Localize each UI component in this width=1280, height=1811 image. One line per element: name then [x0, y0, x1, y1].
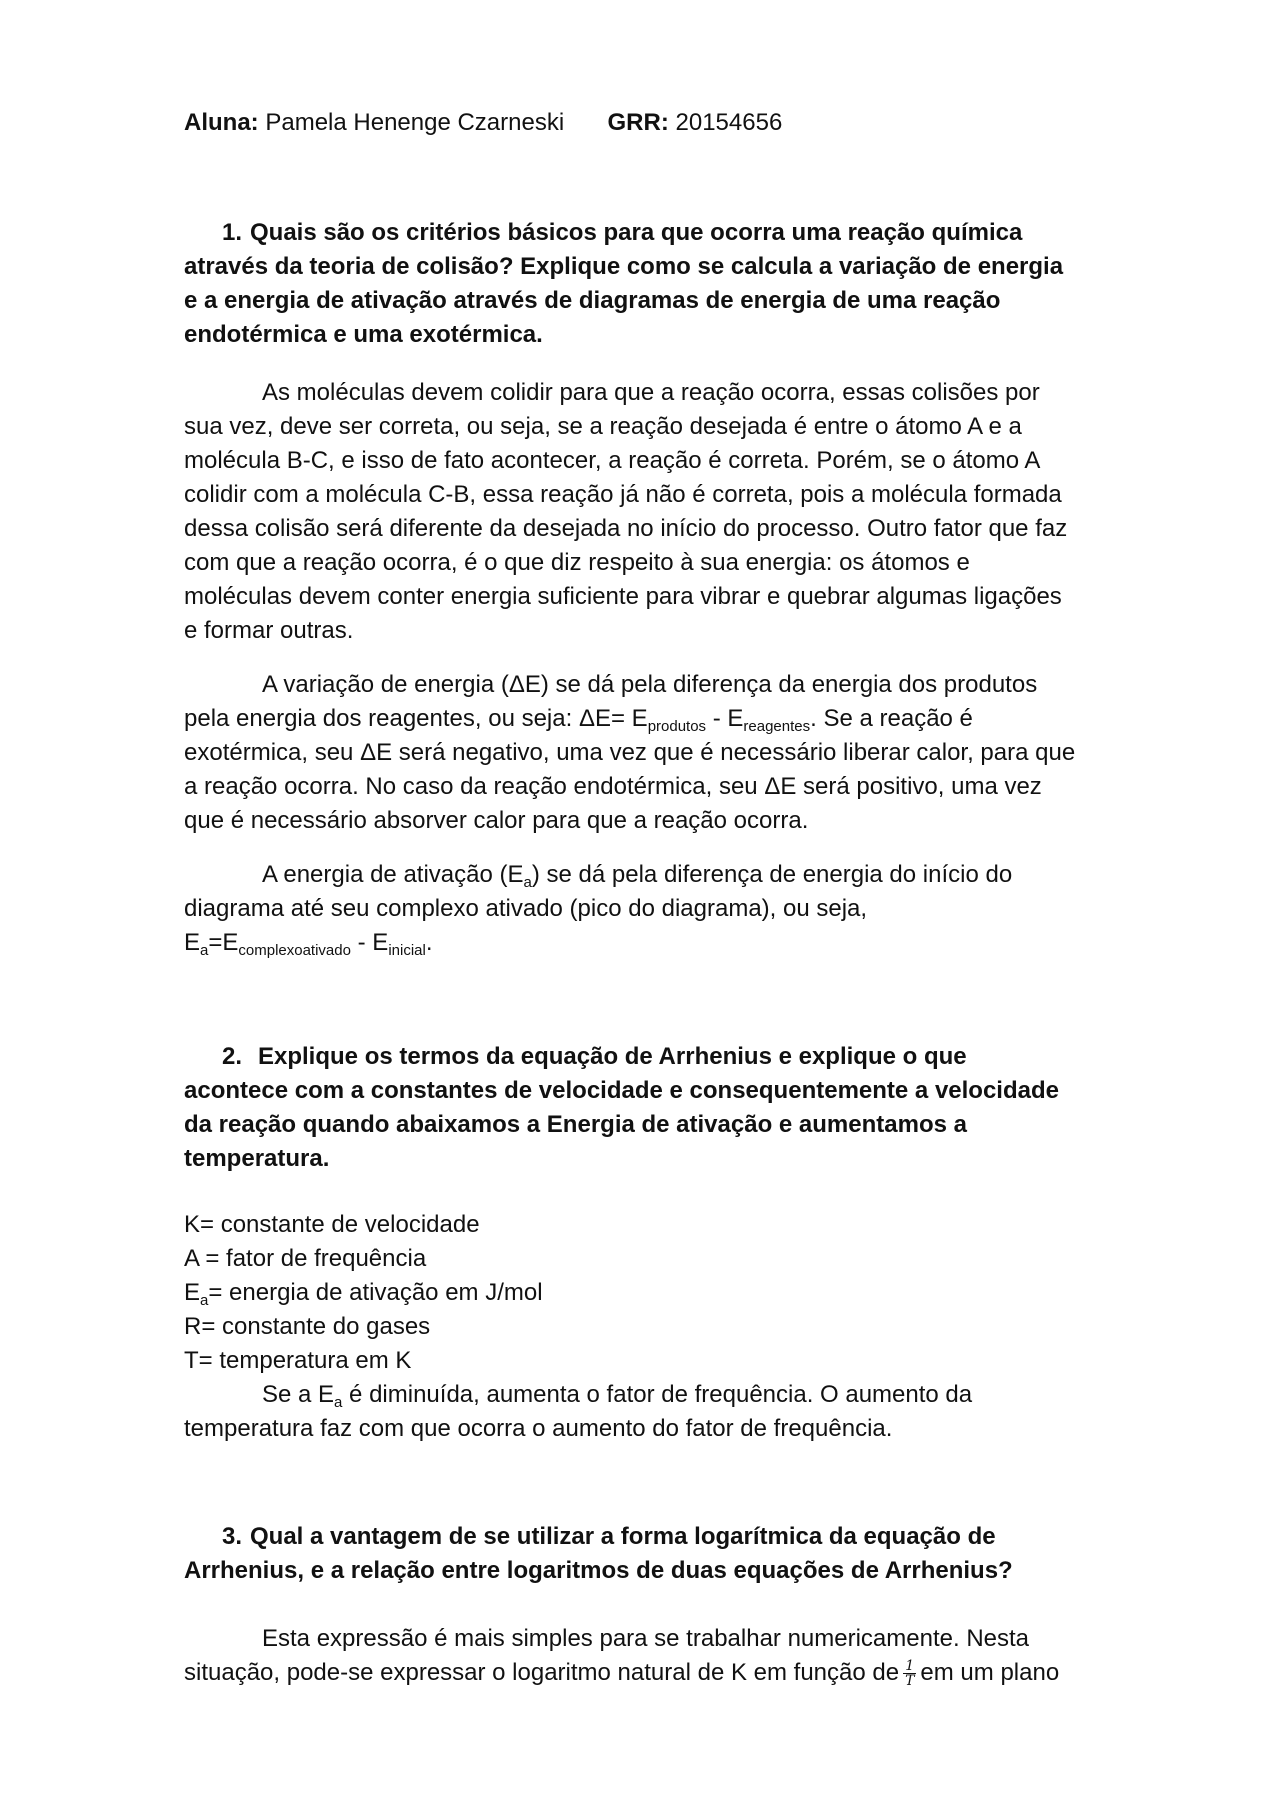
- activation-energy-equation: [184, 926, 1144, 960]
- paragraph-line: As moléculas devem colidir para que a reação ocorra, essas colisões por: [262, 379, 1040, 406]
- paragraph-text: . Se a reação é: [810, 705, 973, 732]
- question-3-line: Arrhenius, e a relação entre logaritmos de duas equações de Arrhenius?: [184, 1557, 1013, 1584]
- paragraph-line: Esta expressão é mais simples para se trabalhar numericamente. Nesta: [262, 1625, 1030, 1652]
- question-3-number: 3.: [222, 1523, 243, 1550]
- paragraph-text: situação, pode-se expressar o logaritmo natural de K em função de: [184, 1659, 900, 1686]
- question-1: [184, 216, 1144, 352]
- term-k: K= constante de velocidade: [184, 1211, 480, 1238]
- grr-value: 20154656: [675, 109, 783, 136]
- paragraph-line: colidir com a molécula C-B, essa reação já não é correta, pois a molécula formada: [184, 481, 1062, 508]
- equation-text: .: [425, 929, 433, 956]
- subscript-complexoativado: complexoativado: [238, 942, 351, 959]
- paragraph-line: moléculas devem conter energia suficiente para vibrar e quebrar algumas ligações: [184, 583, 1062, 610]
- paragraph-line: dessa colisão será diferente da desejada no início do processo. Outro fator que faz: [184, 515, 1068, 542]
- question-2: [184, 1040, 1144, 1176]
- question-1-line: Quais são os critérios básicos para que ocorra uma reação química: [250, 219, 1023, 246]
- delta-e-equation-line: [184, 702, 1144, 736]
- answer-2-line: [184, 1378, 1144, 1412]
- paragraph-text: pela energia dos reagentes, ou seja: ΔE= E: [184, 705, 648, 732]
- paragraph-line: diagrama até seu complexo ativado (pico do diagrama), ou seja,: [184, 895, 868, 922]
- answer-1-paragraph-3: [184, 858, 1144, 960]
- answer-3-paragraph: [184, 1622, 1144, 1690]
- student-name: Pamela Henenge Czarneski: [265, 109, 565, 136]
- question-2-number: 2.: [222, 1043, 243, 1070]
- question-2-line: temperatura.: [184, 1145, 330, 1172]
- term-t: T= temperatura em K: [184, 1347, 412, 1374]
- question-1-number: 1.: [222, 219, 243, 246]
- answer-text: é diminuída, aumenta o fator de frequência. O aumento da: [342, 1381, 973, 1408]
- term-text: E: [184, 1279, 201, 1306]
- question-2-line: da reação quando abaixamos a Energia de ativação e aumentamos a: [184, 1111, 967, 1138]
- paragraph-text: ) se dá pela diferença de energia do início do: [531, 861, 1013, 888]
- equation-text: =E: [208, 929, 239, 956]
- answer-1-paragraph-2: [184, 668, 1144, 838]
- subscript-reagentes: reagentes: [743, 718, 811, 735]
- subscript-produtos: produtos: [647, 718, 707, 735]
- question-2-line: acontece com a constantes de velocidade e consequentemente a velocidade: [184, 1077, 1059, 1104]
- fraction-numerator: 1: [903, 1659, 916, 1674]
- question-1-line: e a energia de ativação através de diagramas de energia de uma reação: [184, 287, 1001, 314]
- paragraph-line: sua vez, deve ser correta, ou seja, se a reação desejada é entre o átomo A e a: [184, 413, 1022, 440]
- subscript-a: a: [200, 1292, 209, 1309]
- term-text: = energia de ativação em J/mol: [208, 1279, 543, 1306]
- paragraph-line: a reação ocorra. No caso da reação endotérmica, seu ΔE será positivo, uma vez: [184, 773, 1042, 800]
- student-header: [184, 106, 782, 140]
- question-1-line: através da teoria de colisão? Explique como se calcula a variação de energia: [184, 253, 1064, 280]
- answer-1-paragraph-1: [184, 376, 1144, 648]
- question-3-line: Qual a vantagem de se utilizar a forma logarítmica da equação de: [250, 1523, 996, 1550]
- answer-2-line: temperatura faz com que ocorra o aumento do fator de frequência.: [184, 1415, 893, 1442]
- paragraph-line: que é necessário absorver calor para que a reação ocorra.: [184, 807, 809, 834]
- student-label: Aluna:: [184, 109, 259, 136]
- paragraph-text: - E: [706, 705, 744, 732]
- paragraph-line: com que a reação ocorra, é o que diz respeito à sua energia: os átomos e: [184, 549, 970, 576]
- paragraph-line: A variação de energia (ΔE) se dá pela diferença da energia dos produtos: [262, 671, 1038, 698]
- fraction-denominator: T: [905, 1673, 915, 1690]
- arrhenius-terms-list: [184, 1208, 1144, 1446]
- paragraph-line: exotérmica, seu ΔE será negativo, uma vez que é necessário liberar calor, para que: [184, 739, 1076, 766]
- question-3: [184, 1520, 1144, 1588]
- subscript-a: a: [334, 1394, 343, 1411]
- grr-label: GRR:: [607, 109, 669, 136]
- subscript-a: a: [523, 874, 532, 891]
- equation-text: E: [184, 929, 201, 956]
- question-2-line: Explique os termos da equação de Arrhenius e explique o que: [258, 1043, 967, 1070]
- paragraph-line: e formar outras.: [184, 617, 354, 644]
- answer-3-line-with-fraction: [184, 1656, 1144, 1690]
- fraction-one-over-t: [903, 1659, 916, 1688]
- equation-text: - E: [350, 929, 389, 956]
- term-r: R= constante do gases: [184, 1313, 431, 1340]
- term-ea: [184, 1276, 1144, 1310]
- paragraph-text: A energia de ativação (E: [262, 861, 524, 888]
- subscript-inicial: inicial: [388, 942, 426, 959]
- question-1-line: endotérmica e uma exotérmica.: [184, 321, 543, 348]
- paragraph-line: molécula B-C, e isso de fato acontecer, a reação é correta. Porém, se o átomo A: [184, 447, 1041, 474]
- answer-text: Se a E: [262, 1381, 335, 1408]
- term-a: A = fator de frequência: [184, 1245, 427, 1272]
- subscript-a: a: [200, 942, 209, 959]
- paragraph-text: em um plano: [920, 1659, 1060, 1686]
